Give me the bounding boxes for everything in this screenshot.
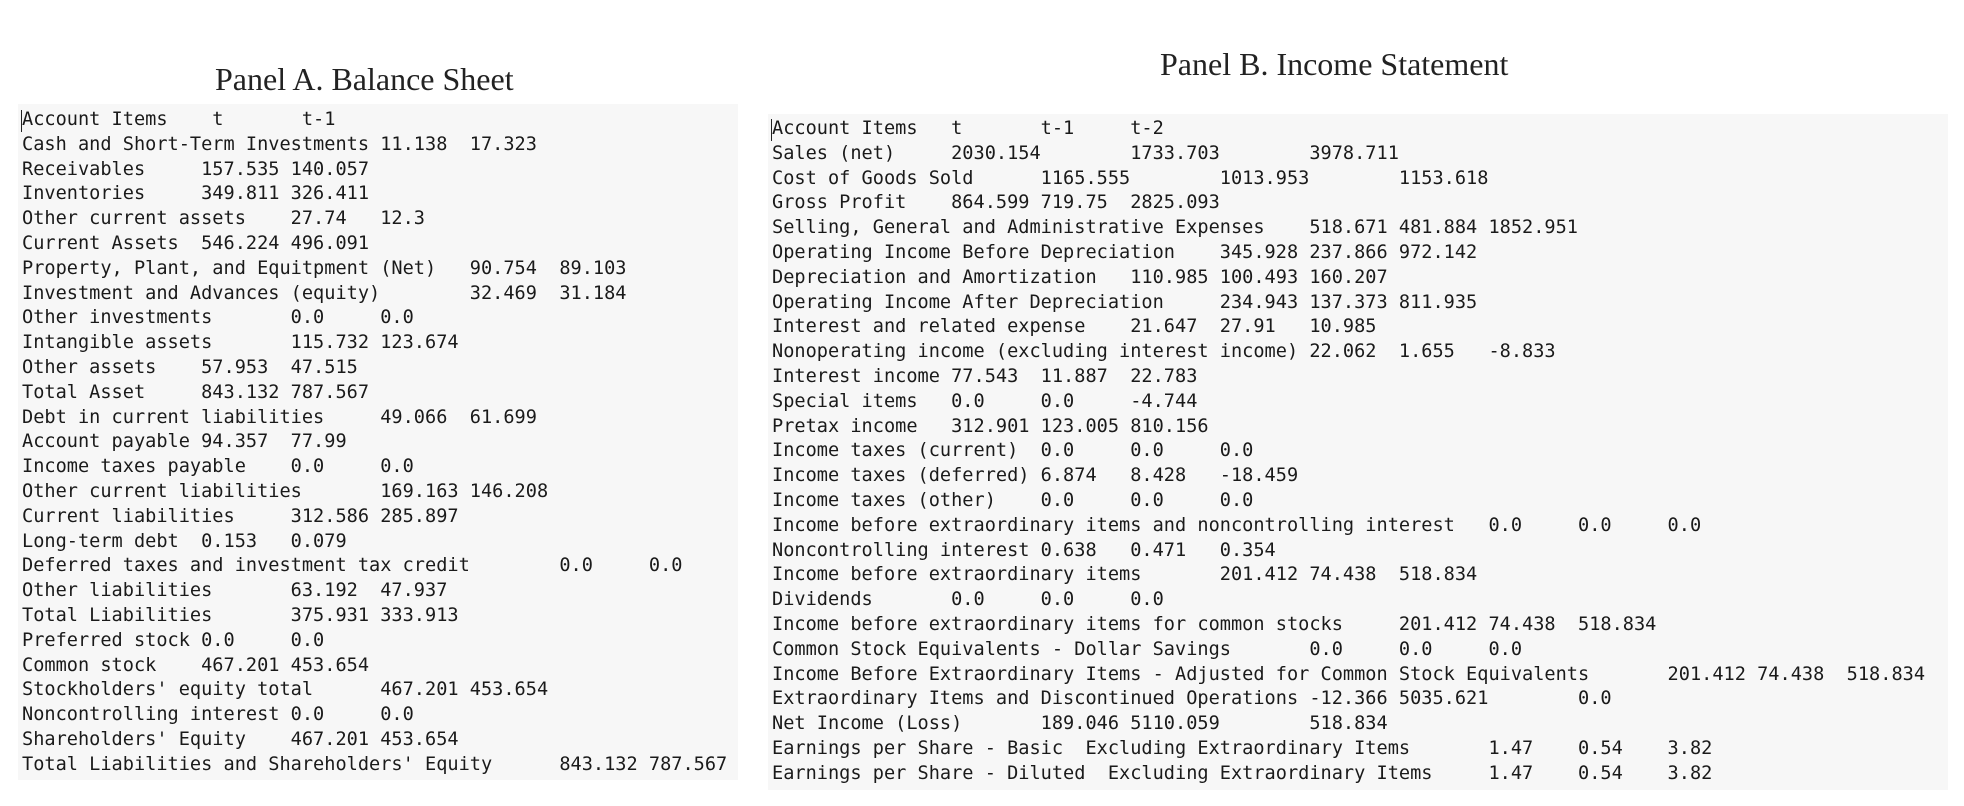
text-line: Special items 0.0 0.0 -4.744	[772, 390, 1198, 412]
text-line: Net Income (Loss) 189.046 5110.059 518.834	[772, 713, 1388, 735]
text-line: Income before extraordinary items 201.412 74.438 518.834	[772, 564, 1478, 586]
text-line: Property, Plant, and Equitpment (Net) 90.754 89.103	[22, 257, 627, 279]
text-line: Common stock 467.201 453.654	[22, 654, 370, 676]
text-line: Receivables 157.535 140.057	[22, 158, 370, 180]
text-line: Stockholders' equity total 467.201 453.654	[22, 679, 549, 701]
text-line: Income taxes (deferred) 6.874 8.428 -18.459	[772, 465, 1299, 487]
text-line: Other liabilities 63.192 47.937	[22, 580, 448, 602]
text-line: Sales (net) 2030.154 1733.703 3978.711	[772, 142, 1399, 164]
text-line: Cost of Goods Sold 1165.555 1013.953 1153.618	[772, 167, 1489, 189]
text-line: Inventories 349.811 326.411	[22, 183, 370, 205]
text-line: Preferred stock 0.0 0.0	[22, 629, 325, 651]
text-line: Income taxes payable 0.0 0.0	[22, 456, 414, 478]
text-line: Current Assets 546.224 496.091	[22, 232, 370, 254]
text-line: Investment and Advances (equity) 32.469 31.184	[22, 282, 627, 304]
text-line: Earnings per Share - Diluted Excluding Extraordinary Items 1.47 0.54 3.82	[772, 762, 1713, 784]
panel-a-title: Panel A. Balance Sheet	[215, 61, 514, 97]
text-line: Dividends 0.0 0.0 0.0	[772, 589, 1164, 611]
text-line: Other investments 0.0 0.0	[22, 307, 414, 329]
text-line: Gross Profit 864.599 719.75 2825.093	[772, 192, 1220, 214]
text-line: Income Before Extraordinary Items - Adjusted for Common Stock Equivalents 201.412 74.438 518.834	[772, 663, 1926, 685]
text-line: Noncontrolling interest 0.0 0.0	[22, 704, 414, 726]
text-line: Intangible assets 115.732 123.674	[22, 332, 459, 354]
text-line: Selling, General and Administrative Expenses 518.671 481.884 1852.951	[772, 217, 1578, 239]
text-line: Total Asset 843.132 787.567	[22, 381, 370, 403]
text-line: Pretax income 312.901 123.005 810.156	[772, 415, 1209, 437]
text-line: Extraordinary Items and Discontinued Operations -12.366 5035.621 0.0	[772, 688, 1612, 710]
text-line: Interest and related expense 21.647 27.91 10.985	[772, 316, 1377, 338]
text-line: Income taxes (other) 0.0 0.0 0.0	[772, 489, 1254, 511]
text-line: Income before extraordinary items for common stocks 201.412 74.438 518.834	[772, 613, 1657, 635]
panel-b-title: Panel B. Income Statement	[1160, 46, 1509, 82]
text-line: Total Liabilities 375.931 333.913	[22, 604, 459, 626]
text-line: Interest income 77.543 11.887 22.783	[772, 365, 1198, 387]
text-line: Current liabilities 312.586 285.897	[22, 505, 459, 527]
text-line: Shareholders' Equity 467.201 453.654	[22, 728, 459, 750]
text-line: Nonoperating income (excluding interest income) 22.062 1.655 -8.833	[772, 341, 1556, 363]
text-line: Earnings per Share - Basic Excluding Extraordinary Items 1.47 0.54 3.82	[772, 737, 1713, 759]
text-line: Income before extraordinary items and noncontrolling interest 0.0 0.0 0.0	[772, 514, 1702, 536]
text-line: Debt in current liabilities 49.066 61.699	[22, 406, 537, 428]
text-line: Deferred taxes and investment tax credit 0.0 0.0	[22, 555, 683, 577]
text-line: Other current liabilities 169.163 146.208	[22, 480, 549, 502]
text-line: Common Stock Equivalents - Dollar Savings 0.0 0.0 0.0	[772, 638, 1523, 660]
text-line: Cash and Short-Term Investments 11.138 17.323	[22, 133, 537, 155]
balance-sheet-text[interactable]	[22, 108, 727, 778]
text-line: Long-term debt 0.153 0.079	[22, 530, 347, 552]
text-line: Account Items t t-1 t-2	[772, 118, 1164, 139]
text-line: Depreciation and Amortization 110.985 100.493 160.207	[772, 266, 1388, 288]
text-line: Other current assets 27.74 12.3	[22, 208, 425, 230]
text-line: Income taxes (current) 0.0 0.0 0.0	[772, 440, 1254, 462]
text-line: Operating Income Before Depreciation 345.928 237.866 972.142	[772, 241, 1478, 263]
text-line: Operating Income After Depreciation 234.943 137.373 811.935	[772, 291, 1478, 313]
text-line: Other assets 57.953 47.515	[22, 356, 358, 378]
text-line: Account payable 94.357 77.99	[22, 431, 347, 453]
text-line: Noncontrolling interest 0.638 0.471 0.354	[772, 539, 1276, 561]
text-line: Account Items t t-1	[22, 109, 336, 130]
income-statement-text[interactable]	[772, 117, 1925, 787]
text-line: Total Liabilities and Shareholders' Equity 843.132 787.567	[22, 753, 728, 775]
